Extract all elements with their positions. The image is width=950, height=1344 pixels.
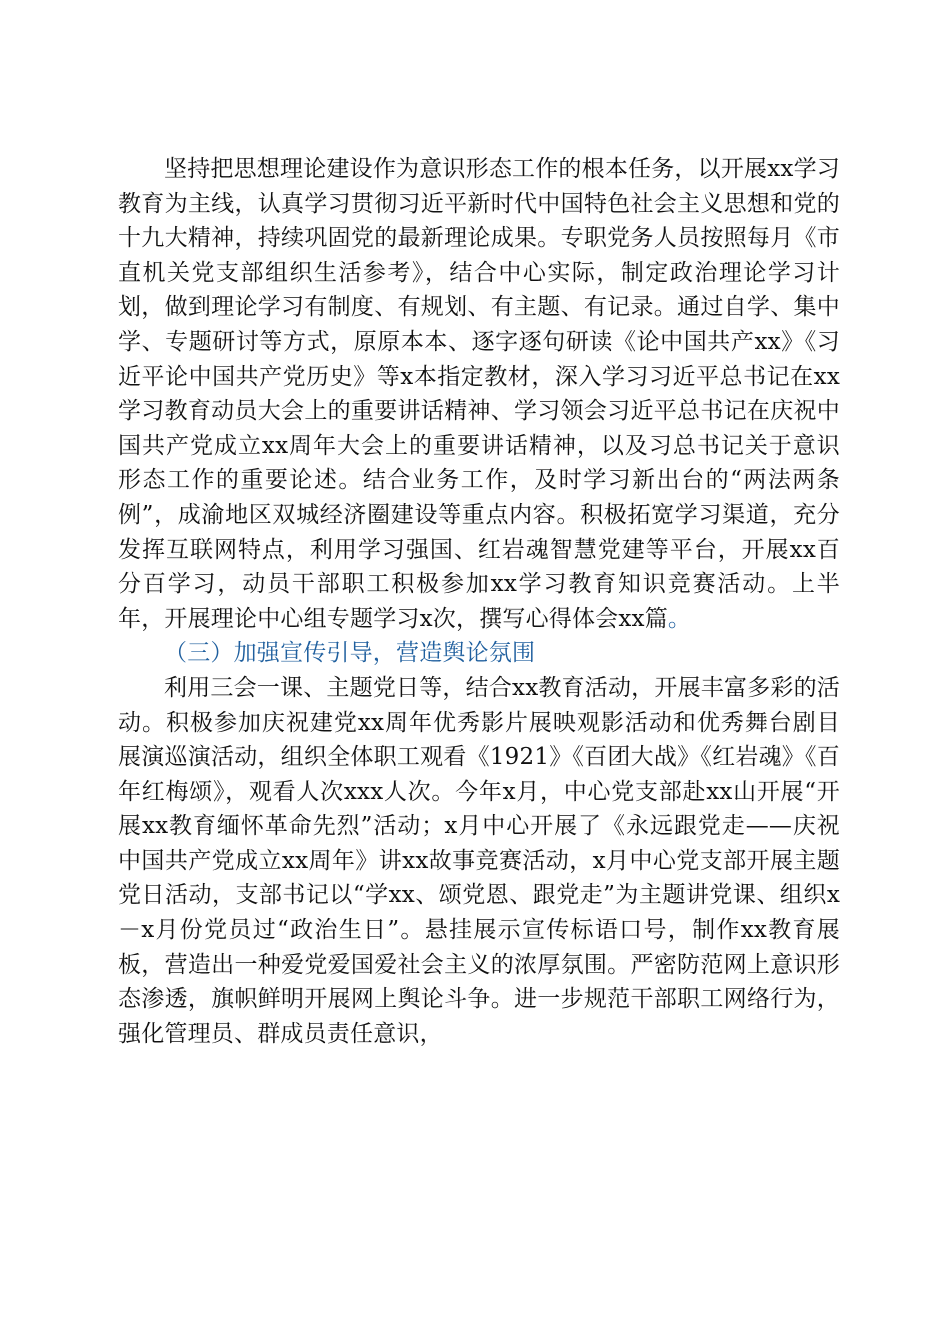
document-body [118,152,840,1051]
paragraph-theory-study [118,152,840,636]
section-heading: （三）加强宣传引导，营造舆论氛围 [164,640,536,667]
paragraph-theory-study-text: 坚持把思想理论建设作为意识形态工作的根本任务，以开展xx学习教育为主线，认真学习贯彻习近平新时代中国特色社会主义思想和党的十九大精神，持续巩固党的最新理论成果。专职党务人员按照每月《市直机关党支部组织生活参考》，结合中心实际，制定政治理论学习计划，做到理论学习有制度、有规划、有主题、有记录。通过自学、集中学、专题研讨等方式，原原本本、逐字逐句研读《论中国共产xx》《习近平论中国共产党历史》等x本指定教材，深入学习习近平总书记在xx学习教育动员大会上的重要讲话精神、学习领会习近平总书记在庆祝中国共产党成立xx周年大会上的重要讲话精神，以及习总书记关于意识形态工作的重要论述。结合业务工作，及时学习新出台的“两法两条例”，成渝地区双城经济圈建设等重点内容。积极拓宽学习渠道，充分发挥互联网特点，利用学习强国、红岩魂智慧党建等平台，开展xx百分百学习，动员干部职工积极参加xx学习教育知识竞赛活动。上半年，开展理论中心组专题学习x次，撰写心得体会xx篇 [118,156,840,632]
paragraph-end-mark: 。 [667,605,692,632]
paragraph-publicity: 利用三会一课、主题党日等，结合xx教育活动，开展丰富多彩的活动。积极参加庆祝建党xx周年优秀影片展映观影活动和优秀舞台剧目展演巡演活动，组织全体职工观看《1921》《百团大战》《红岩魂》《百年红梅颂》，观看人次xxx人次。今年x月，中心党支部赴xx山开展“开展xx教育缅怀革命先烈”活动；x月中心开展了《永远跟党走——庆祝中国共产党成立xx周年》讲xx故事竞赛活动，x月中心党支部开展主题党日活动，支部书记以“学xx、颂党恩、跟党走”为主题讲党课、组织x－x月份党员过“政治生日”。悬挂展示宣传标语口号，制作xx教育展板，营造出一种爱党爱国爱社会主义的浓厚氛围。严密防范网上意识形态渗透，旗帜鲜明开展网上舆论斗争。进一步规范干部职工网络行为，强化管理员、群成员责任意识， [118,674,840,1047]
